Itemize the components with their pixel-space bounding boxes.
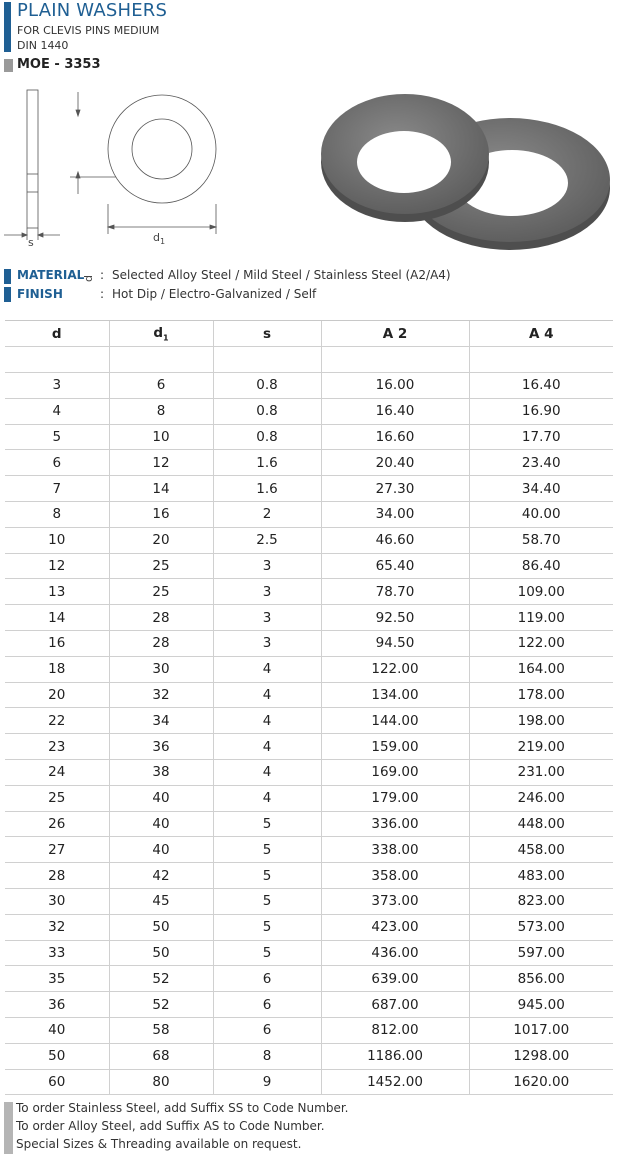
cell-a4: 119.00 bbox=[469, 605, 613, 631]
cell-d1: 52 bbox=[109, 966, 213, 992]
table-row bbox=[5, 708, 613, 734]
cell-d1: 36 bbox=[109, 734, 213, 760]
cell-s: 9 bbox=[213, 1069, 321, 1095]
cell-d1: 50 bbox=[109, 914, 213, 940]
cell-d: 40 bbox=[5, 1017, 109, 1043]
cell-d: 60 bbox=[5, 1069, 109, 1095]
header-d: d bbox=[5, 321, 109, 347]
cell-d: 6 bbox=[5, 450, 109, 476]
cell-a4: 17.70 bbox=[469, 424, 613, 450]
cell-d: 20 bbox=[5, 682, 109, 708]
table-row bbox=[5, 966, 613, 992]
cell-a2: 122.00 bbox=[321, 656, 469, 682]
cell-a4: 86.40 bbox=[469, 553, 613, 579]
table-row bbox=[5, 630, 613, 656]
table-row bbox=[5, 759, 613, 785]
cell-d: 8 bbox=[5, 501, 109, 527]
cell-d: 13 bbox=[5, 579, 109, 605]
table-row bbox=[5, 734, 613, 760]
cell-a4: 219.00 bbox=[469, 734, 613, 760]
cell-a2: 338.00 bbox=[321, 837, 469, 863]
header-d1-main: d bbox=[153, 324, 164, 341]
cell-a2: 159.00 bbox=[321, 734, 469, 760]
cell-s: 4 bbox=[213, 759, 321, 785]
cell-d: 7 bbox=[5, 476, 109, 502]
cell-a2: 92.50 bbox=[321, 605, 469, 631]
page-title: PLAIN WASHERS bbox=[17, 0, 168, 21]
cell-s: 0.8 bbox=[213, 373, 321, 399]
cell-a4: 40.00 bbox=[469, 501, 613, 527]
cell-d: 36 bbox=[5, 992, 109, 1018]
header-accent-bar bbox=[4, 2, 11, 52]
cell-a4: 448.00 bbox=[469, 811, 613, 837]
cell-d: 26 bbox=[5, 811, 109, 837]
notes-marker bbox=[4, 1102, 13, 1154]
cell-a4: 597.00 bbox=[469, 940, 613, 966]
cell-a4: 122.00 bbox=[469, 630, 613, 656]
cell-a2: 687.00 bbox=[321, 992, 469, 1018]
specifications bbox=[0, 266, 630, 306]
cell-d1: 38 bbox=[109, 759, 213, 785]
header-s: s bbox=[213, 321, 321, 347]
cell-a4: 945.00 bbox=[469, 992, 613, 1018]
cell-a2: 27.30 bbox=[321, 476, 469, 502]
cell-s: 8 bbox=[213, 1043, 321, 1069]
cell-a4: 823.00 bbox=[469, 888, 613, 914]
material-value: Selected Alloy Steel / Mild Steel / Stainless Steel (A2/A4) bbox=[112, 268, 451, 282]
cell-a4: 16.90 bbox=[469, 398, 613, 424]
cell-a4: 1017.00 bbox=[469, 1017, 613, 1043]
cell-s: 2.5 bbox=[213, 527, 321, 553]
cell-d1: 10 bbox=[109, 424, 213, 450]
cell-s: 4 bbox=[213, 785, 321, 811]
cell-d1: 42 bbox=[109, 863, 213, 889]
table-header-row bbox=[5, 321, 613, 347]
cell-d1: 25 bbox=[109, 553, 213, 579]
cell-a4: 178.00 bbox=[469, 682, 613, 708]
table-row bbox=[5, 553, 613, 579]
cell-a4: 164.00 bbox=[469, 656, 613, 682]
cell-a2: 1452.00 bbox=[321, 1069, 469, 1095]
table-row bbox=[5, 785, 613, 811]
cell-s: 0.8 bbox=[213, 398, 321, 424]
cell-a4: 458.00 bbox=[469, 837, 613, 863]
dimension-d1-sub: 1 bbox=[159, 237, 166, 246]
table-row bbox=[5, 605, 613, 631]
cell-d: 35 bbox=[5, 966, 109, 992]
table-row bbox=[5, 476, 613, 502]
cell-a2: 358.00 bbox=[321, 863, 469, 889]
cell-a2: 423.00 bbox=[321, 914, 469, 940]
table-row bbox=[5, 682, 613, 708]
cell-a2: 46.60 bbox=[321, 527, 469, 553]
cell-d: 12 bbox=[5, 553, 109, 579]
cell-a2: 169.00 bbox=[321, 759, 469, 785]
cell-s: 5 bbox=[213, 863, 321, 889]
front-view-drawing bbox=[108, 95, 216, 234]
cell-a2: 20.40 bbox=[321, 450, 469, 476]
cell-a4: 573.00 bbox=[469, 914, 613, 940]
code-marker bbox=[4, 59, 13, 72]
cell-d: 5 bbox=[5, 424, 109, 450]
cell-s: 3 bbox=[213, 630, 321, 656]
cell-a2: 78.70 bbox=[321, 579, 469, 605]
cell-d: 30 bbox=[5, 888, 109, 914]
finish-value: Hot Dip / Electro-Galvanized / Self bbox=[112, 287, 317, 301]
cell-d: 4 bbox=[5, 398, 109, 424]
cell-s: 1.6 bbox=[213, 450, 321, 476]
cell-d: 32 bbox=[5, 914, 109, 940]
cell-d1: 14 bbox=[109, 476, 213, 502]
cell-s: 1.6 bbox=[213, 476, 321, 502]
table-row bbox=[5, 579, 613, 605]
cell-a4: 58.70 bbox=[469, 527, 613, 553]
header-d1 bbox=[109, 321, 213, 347]
table-row bbox=[5, 888, 613, 914]
cell-a4: 231.00 bbox=[469, 759, 613, 785]
cell-d: 23 bbox=[5, 734, 109, 760]
cell-d1: 8 bbox=[109, 398, 213, 424]
cell-d: 50 bbox=[5, 1043, 109, 1069]
cell-s: 4 bbox=[213, 682, 321, 708]
cell-d1: 16 bbox=[109, 501, 213, 527]
dimension-d1-main: d bbox=[153, 231, 160, 244]
cell-a4: 109.00 bbox=[469, 579, 613, 605]
header-d1-sub: 1 bbox=[163, 333, 169, 343]
note-stainless: To order Stainless Steel, add Suffix SS to Code Number. bbox=[16, 1101, 349, 1115]
cell-a2: 1186.00 bbox=[321, 1043, 469, 1069]
cell-s: 6 bbox=[213, 1017, 321, 1043]
cell-d1: 28 bbox=[109, 605, 213, 631]
note-special: Special Sizes & Threading available on request. bbox=[16, 1137, 302, 1151]
cell-a4: 1298.00 bbox=[469, 1043, 613, 1069]
cell-s: 5 bbox=[213, 940, 321, 966]
cell-d: 33 bbox=[5, 940, 109, 966]
table-row bbox=[5, 940, 613, 966]
cell-a4: 16.40 bbox=[469, 373, 613, 399]
cell-a4: 23.40 bbox=[469, 450, 613, 476]
cell-a2: 134.00 bbox=[321, 682, 469, 708]
cell-a2: 373.00 bbox=[321, 888, 469, 914]
cell-d1: 32 bbox=[109, 682, 213, 708]
cell-s: 3 bbox=[213, 553, 321, 579]
page-header bbox=[0, 0, 630, 80]
dimensions-table bbox=[5, 320, 613, 1095]
cell-d: 14 bbox=[5, 605, 109, 631]
cell-d: 27 bbox=[5, 837, 109, 863]
material-marker bbox=[4, 269, 11, 284]
table-row bbox=[5, 398, 613, 424]
cell-s: 5 bbox=[213, 914, 321, 940]
note-alloy: To order Alloy Steel, add Suffix AS to Code Number. bbox=[16, 1119, 325, 1133]
table-row bbox=[5, 656, 613, 682]
dimension-d1-label bbox=[153, 231, 165, 246]
cell-a2: 16.00 bbox=[321, 373, 469, 399]
table-row bbox=[5, 811, 613, 837]
table-row bbox=[5, 373, 613, 399]
cell-d: 24 bbox=[5, 759, 109, 785]
cell-a2: 336.00 bbox=[321, 811, 469, 837]
cell-d1: 68 bbox=[109, 1043, 213, 1069]
cell-s: 5 bbox=[213, 888, 321, 914]
material-colon: : bbox=[100, 268, 105, 282]
cell-a4: 1620.00 bbox=[469, 1069, 613, 1095]
cell-d1: 40 bbox=[109, 837, 213, 863]
cell-a2: 179.00 bbox=[321, 785, 469, 811]
table-row bbox=[5, 992, 613, 1018]
cell-d1: 58 bbox=[109, 1017, 213, 1043]
cell-a2: 812.00 bbox=[321, 1017, 469, 1043]
table-row bbox=[5, 1069, 613, 1095]
cell-a4: 246.00 bbox=[469, 785, 613, 811]
cell-a2: 16.40 bbox=[321, 398, 469, 424]
cell-s: 0.8 bbox=[213, 424, 321, 450]
table-row bbox=[5, 450, 613, 476]
standard-label: DIN 1440 bbox=[17, 39, 69, 52]
cell-d: 18 bbox=[5, 656, 109, 682]
dimension-s-label: s bbox=[28, 236, 34, 249]
table-row bbox=[5, 501, 613, 527]
cell-d1: 20 bbox=[109, 527, 213, 553]
table-spacer-row bbox=[5, 347, 613, 373]
cell-d1: 52 bbox=[109, 992, 213, 1018]
cell-s: 5 bbox=[213, 837, 321, 863]
cell-a4: 856.00 bbox=[469, 966, 613, 992]
cell-d1: 40 bbox=[109, 811, 213, 837]
header-a2: A 2 bbox=[321, 321, 469, 347]
cell-d1: 12 bbox=[109, 450, 213, 476]
dimension-d-label: d bbox=[82, 275, 95, 282]
table-row bbox=[5, 863, 613, 889]
cell-a4: 34.40 bbox=[469, 476, 613, 502]
cell-d: 3 bbox=[5, 373, 109, 399]
header-a4: A 4 bbox=[469, 321, 613, 347]
product-code: MOE - 3353 bbox=[17, 57, 101, 72]
cell-s: 6 bbox=[213, 966, 321, 992]
cell-d1: 6 bbox=[109, 373, 213, 399]
cell-d1: 40 bbox=[109, 785, 213, 811]
cell-d1: 80 bbox=[109, 1069, 213, 1095]
order-notes bbox=[0, 1099, 630, 1155]
cell-d1: 25 bbox=[109, 579, 213, 605]
cell-s: 4 bbox=[213, 656, 321, 682]
finish-marker bbox=[4, 287, 11, 302]
cell-s: 3 bbox=[213, 579, 321, 605]
table-row bbox=[5, 1017, 613, 1043]
cell-s: 2 bbox=[213, 501, 321, 527]
cell-s: 5 bbox=[213, 811, 321, 837]
cell-d: 10 bbox=[5, 527, 109, 553]
page-subtitle: FOR CLEVIS PINS MEDIUM bbox=[17, 24, 160, 37]
cell-d1: 50 bbox=[109, 940, 213, 966]
cell-d1: 28 bbox=[109, 630, 213, 656]
cell-a4: 483.00 bbox=[469, 863, 613, 889]
cell-d1: 30 bbox=[109, 656, 213, 682]
cell-a2: 144.00 bbox=[321, 708, 469, 734]
cell-a2: 94.50 bbox=[321, 630, 469, 656]
cell-d: 28 bbox=[5, 863, 109, 889]
cell-a2: 65.40 bbox=[321, 553, 469, 579]
cell-s: 3 bbox=[213, 605, 321, 631]
cell-d1: 45 bbox=[109, 888, 213, 914]
cell-a2: 639.00 bbox=[321, 966, 469, 992]
cell-d: 16 bbox=[5, 630, 109, 656]
table-row bbox=[5, 914, 613, 940]
material-label: MATERIAL bbox=[17, 268, 85, 282]
cell-s: 4 bbox=[213, 708, 321, 734]
washer-photo bbox=[321, 94, 610, 250]
cell-a2: 436.00 bbox=[321, 940, 469, 966]
cell-a2: 16.60 bbox=[321, 424, 469, 450]
table-row bbox=[5, 837, 613, 863]
table-row bbox=[5, 1043, 613, 1069]
table-row bbox=[5, 424, 613, 450]
cell-s: 4 bbox=[213, 734, 321, 760]
cell-d1: 34 bbox=[109, 708, 213, 734]
cell-d: 25 bbox=[5, 785, 109, 811]
cell-a2: 34.00 bbox=[321, 501, 469, 527]
finish-colon: : bbox=[100, 287, 105, 301]
cell-d: 22 bbox=[5, 708, 109, 734]
table-row bbox=[5, 527, 613, 553]
cell-s: 6 bbox=[213, 992, 321, 1018]
cell-a4: 198.00 bbox=[469, 708, 613, 734]
finish-label: FINISH bbox=[17, 287, 63, 301]
